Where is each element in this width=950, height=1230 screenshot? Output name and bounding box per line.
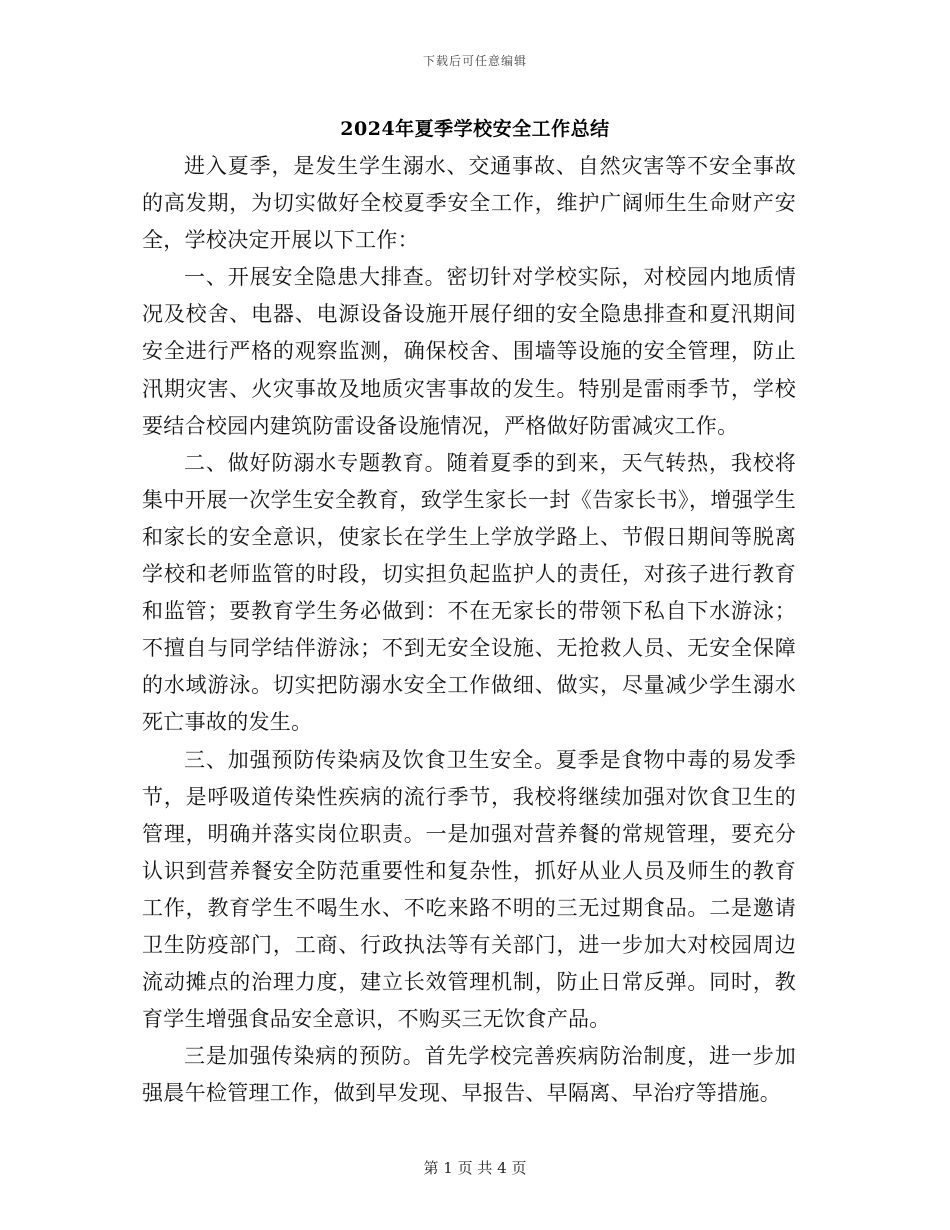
document-body	[142, 148, 796, 1112]
section-two-paragraph: 二、做好防溺水专题教育。随着夏季的到来，天气转热，我校将集中开展一次学生安全教育，致学生家长一封《告家长书》，增强学生和家长的安全意识，使家长在学生上学放学路上、节假日期间等脱离学校和老师监管的时段，切实担负起监护人的责任，对孩子进行教育和监管；要教育学生务必做到：不在无家长的带领下私自下水游泳；不擅自与同学结伴游泳；不到无安全设施、无抢救人员、无安全保障的水域游泳。切实把防溺水安全工作做细、做实，尽量减少学生溺水死亡事故的发生。	[142, 450, 796, 735]
document-title: 2024年夏季学校安全工作总结	[340, 118, 610, 140]
disease-prevention-paragraph: 三是加强传染病的预防。首先学校完善疾病防治制度，进一步加强晨午检管理工作，做到早发现、早报告、早隔离、早治疗等措施。	[142, 1044, 796, 1106]
section-three-paragraph: 三、加强预防传染病及饮食卫生安全。夏季是食物中毒的易发季节，是呼吸道传染性疾病的流行季节，我校将继续加强对饮食卫生的管理，明确并落实岗位职责。一是加强对营养餐的常规管理，要充分认识到营养餐安全防范重要性和复杂性，抓好从业人员及师生的教育工作，教育学生不喝生水、不吃来路不明的三无过期食品。二是邀请卫生防疫部门，工商、行政执法等有关部门，进一步加大对校园周边流动摊点的治理力度，建立长效管理机制，防止日常反弹。同时，教育学生增强食品安全意识，不购买三无饮食产品。	[142, 747, 796, 1032]
intro-paragraph: 进入夏季，是发生学生溺水、交通事故、自然灾害等不安全事故的高发期，为切实做好全校夏季安全工作，维护广阔师生生命财产安全，学校决定开展以下工作：	[142, 154, 796, 253]
section-one-paragraph: 一、开展安全隐患大排查。密切针对学校实际，对校园内地质情况及校舍、电器、电源设备设施开展仔细的安全隐患排查和夏汛期间安全进行严格的观察监测，确保校舍、围墙等设施的安全管理，防止汛期灾害、火灾事故及地质灾害事故的发生。特别是雷雨季节，学校要结合校园内建筑防雷设备设施情况，严格做好防雷减灾工作。	[142, 265, 796, 438]
header-note: 下载后可任意编辑	[422, 54, 527, 68]
page-number: 第 1 页 共 4 页	[423, 1159, 527, 1177]
